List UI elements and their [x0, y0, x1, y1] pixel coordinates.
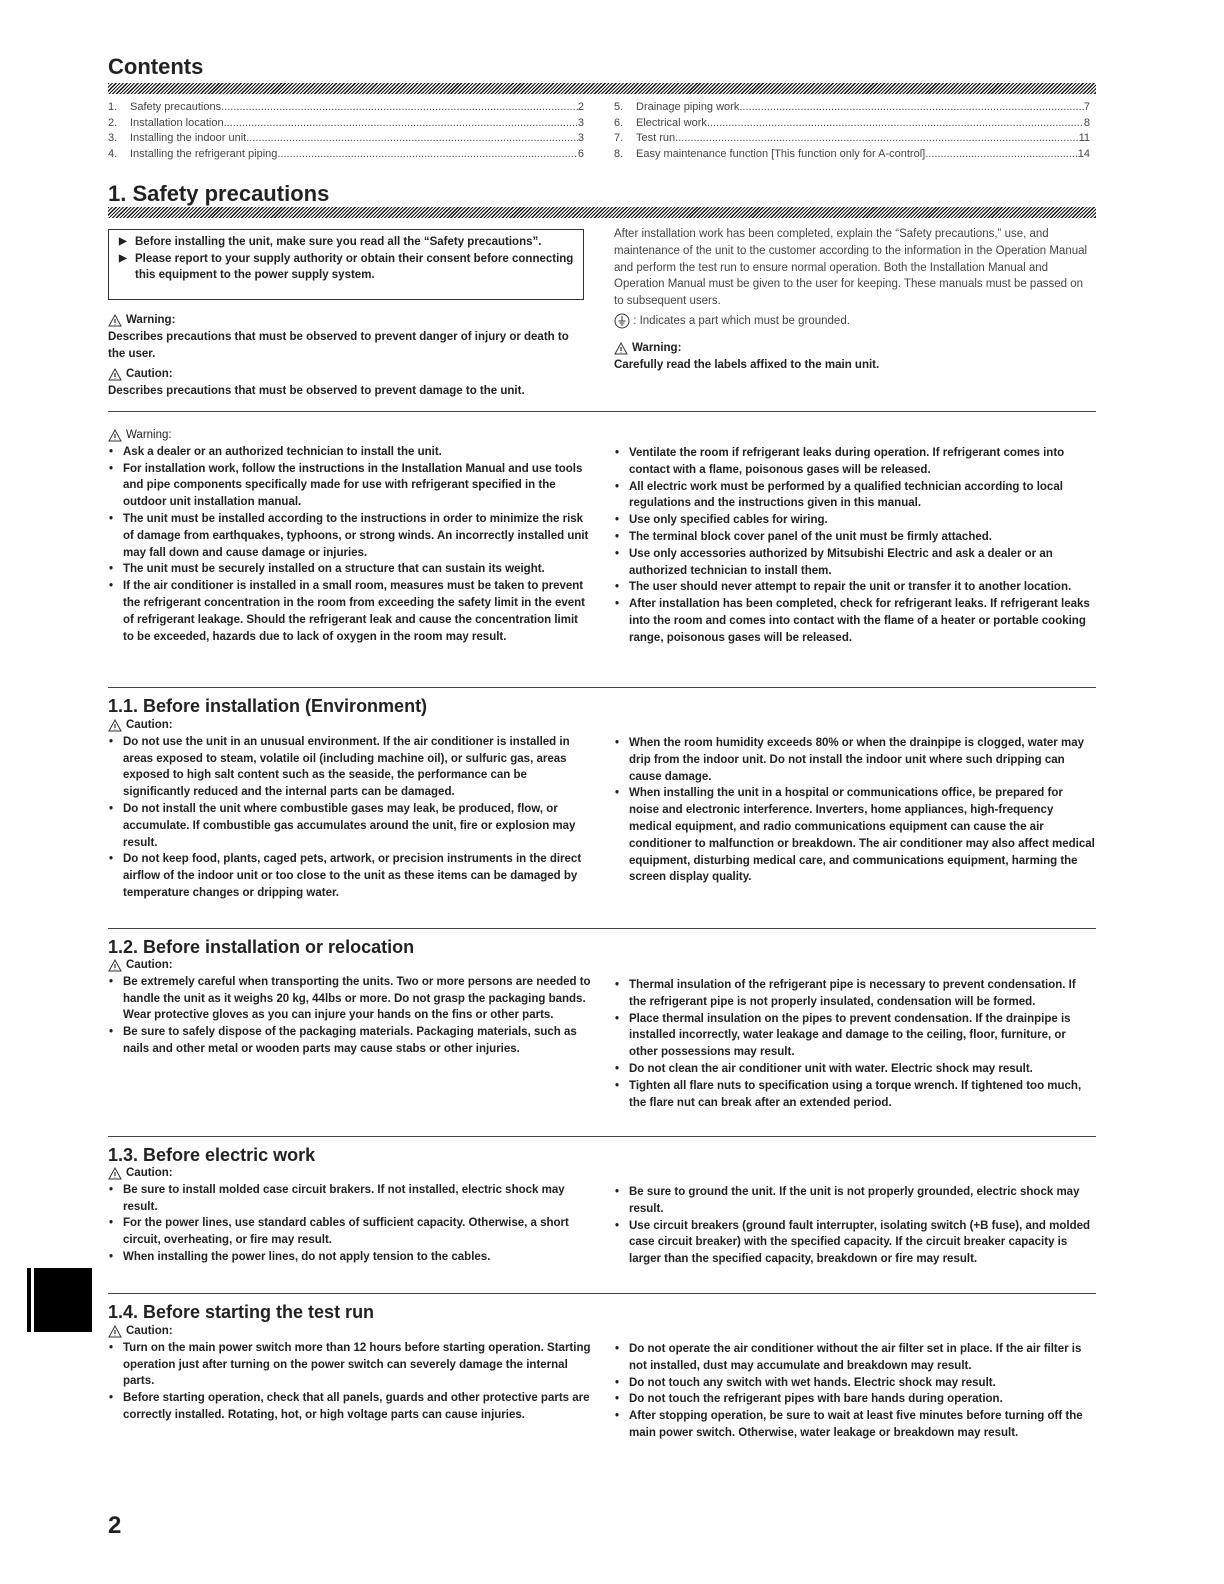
list-item: • Use only specified cables for wiring. — [614, 512, 1096, 529]
notice-box: ▶ Before installing the unit, make sure you read all the “Safety precautions”. ▶ Please report to your supply authority or obtain their consent before connecting this equipment to the power supply system. — [108, 229, 584, 300]
warning-label: Warning: — [614, 340, 1090, 357]
toc-item[interactable]: 5. Drainage piping work ..... 7 — [614, 100, 1090, 116]
caution-label: Caution: — [108, 1165, 592, 1182]
warning-triangle-icon — [108, 959, 122, 972]
list-item: • The unit must be installed according to the instructions in order to minimize the risk of damage from earthquakes, typhoons, or strong winds. An incorrectly installed unit may fall down and cause damage or injuries. — [108, 511, 592, 561]
safety-legend-right — [614, 226, 1090, 373]
list-item: • Do not install the unit where combustible gases may leak, be produced, flow, or accumulate. If combustible gas accumulates around the unit, fire or explosion may result. — [108, 801, 592, 851]
list-item: • The unit must be securely installed on a structure that can sustain its weight. — [108, 561, 592, 578]
caution-label: Caution: — [108, 717, 592, 734]
list-item: • Do not touch any switch with wet hands. Electric shock may result. — [614, 1375, 1096, 1392]
list-item: • Ventilate the room if refrigerant leaks during operation. If refrigerant comes into contact with a flame, poisonous gases will be released. — [614, 445, 1096, 479]
toc-item[interactable]: 7. Test run ..... 11 — [614, 131, 1090, 147]
section-rule — [108, 1293, 1096, 1294]
caution-label: Caution: — [108, 366, 588, 383]
toc-item[interactable]: 8. Easy maintenance function [This function only for A-control] ..... 14 — [614, 147, 1090, 163]
warning-label: Warning: — [108, 427, 592, 444]
warnings-list-left — [108, 444, 592, 646]
list-item: • Use circuit breakers (ground fault interrupter, isolating switch (+B fuse), and molded case circuit breaker) with the specified capacity. If the circuit breaker capacity is larger than the specified capacity, breakdown or fire may result. — [614, 1218, 1096, 1268]
section-title-1-3: 1.3. Before electric work — [108, 1145, 316, 1165]
contents-divider — [108, 83, 1096, 94]
list-item: • Thermal insulation of the refrigerant pipe is necessary to prevent condensation. If the refrigerant pipe is not properly insulated, condensation will be formed. — [614, 977, 1096, 1011]
list-item: • When the room humidity exceeds 80% or when the drainpipe is clogged, water may drip from the indoor unit. Do not install the indoor unit where such dripping can cause damage. — [614, 735, 1096, 785]
list-item: • Be sure to safely dispose of the packaging materials. Packaging materials, such as nails and other metal or wooden parts may cause stabs or other injuries. — [108, 1024, 592, 1058]
s14-list-right — [614, 1341, 1096, 1442]
toc-item[interactable]: 2. Installation location ..... 3 — [108, 116, 584, 132]
toc-item[interactable]: 4. Installing the refrigerant piping ..... 6 — [108, 147, 584, 163]
list-item: • The user should never attempt to repair the unit or transfer it to another location. — [614, 579, 1096, 596]
warning-triangle-icon — [108, 368, 122, 381]
list-item: • Do not touch the refrigerant pipes with bare hands during operation. — [614, 1391, 1096, 1408]
s14-left — [108, 1323, 592, 1424]
list-item: • Do not use the unit in an unusual environment. If the air conditioner is installed in areas exposed to steam, volatile oil (including machine oil), or sulfuric gas, areas exposed to high salt content such as the seaside, the performance can be significantly reduced and the internal parts can be damaged. — [108, 734, 592, 801]
intro-paragraph: After installation work has been completed, explain the “Safety precautions,” use, and maintenance of the unit to the customer according to the information in the Operation Manual and perform the test run to ensure normal operation. Both the Installation Manual and Operation Manual must be given to the user for keeping. These manuals must be passed on to subsequent users. — [614, 228, 1088, 308]
s14-right — [614, 1341, 1096, 1442]
list-item: • Ask a dealer or an authorized technician to install the unit. — [108, 444, 592, 461]
list-item: • If the air conditioner is installed in a small room, measures must be taken to prevent the refrigerant concentration in the room from exceeding the safety limit in the event of refrigerant leakage. Should the refrigerant leak and cause the concentration limit to be exceeded, hazards due to lack of oxygen in the room may result. — [108, 578, 592, 645]
section-title-1-1: 1.1. Before installation (Environment) — [108, 696, 428, 716]
list-item: • Be sure to ground the unit. If the unit is not properly grounded, electric shock may result. — [614, 1184, 1096, 1218]
section-tab-edge — [27, 1268, 34, 1332]
safety-legend-left — [108, 312, 588, 400]
caution-label: Caution: — [108, 957, 592, 974]
s11-right — [614, 735, 1096, 886]
ground-note: : Indicates a part which must be grounded. — [614, 313, 1090, 330]
warning-triangle-icon — [108, 719, 122, 732]
list-item: • Place thermal insulation on the pipes to prevent condensation. If the drainpipe is installed incorrectly, water leakage and damage to the ceiling, floor, furniture, or other possessions may result. — [614, 1011, 1096, 1061]
s12-list-left — [108, 974, 592, 1058]
list-item: • When installing the unit in a hospital or communications office, be prepared for noise and electronic interference. Inverters, home appliances, high-frequency medical equipment, and radio communications equipment can cause the air conditioner to malfunction or breakdown. The air conditioner may also affect medical equipment, disturbing medical care, and communications equipment, harming the screen display quality. — [614, 785, 1096, 886]
s13-list-left — [108, 1182, 592, 1266]
list-item: • When installing the power lines, do not apply tension to the cables. — [108, 1249, 592, 1266]
warning-triangle-icon — [614, 342, 628, 355]
toc-right — [614, 100, 1090, 162]
warnings-left — [108, 427, 592, 645]
list-item: • After installation has been completed, check for refrigerant leaks. If refrigerant leaks into the room and comes into contact with the flame of a heater or portable cooking range, poisonous gases will be released. — [614, 596, 1096, 646]
s11-list-left — [108, 734, 592, 902]
section-rule — [108, 928, 1096, 929]
warning-triangle-icon — [108, 1167, 122, 1180]
list-item: • Use only accessories authorized by Mitsubishi Electric and ask a dealer or an authorized technician to install them. — [614, 546, 1096, 580]
list-item: • For the power lines, use standard cables of sufficient capacity. Otherwise, a short circuit, overheating, or fire may result. — [108, 1215, 592, 1249]
warning-triangle-icon — [108, 429, 122, 442]
warning-description: Describes precautions that must be observed to prevent danger of injury or death to the user. — [108, 330, 569, 360]
s12-list-right — [614, 977, 1096, 1111]
triangle-right-icon: ▶ — [119, 236, 127, 247]
section-title-1-4: 1.4. Before starting the test run — [108, 1302, 375, 1322]
toc-item[interactable]: 3. Installing the indoor unit ..... 3 — [108, 131, 584, 147]
caution-label: Caution: — [108, 1323, 592, 1340]
s12-right — [614, 977, 1096, 1111]
list-item: • Before starting operation, check that all panels, guards and other protective parts are correctly installed. Rotating, hot, or high voltage parts can cause injuries. — [108, 1390, 592, 1424]
list-item: • All electric work must be performed by a qualified technician according to local regulations and the instructions given in this manual. — [614, 479, 1096, 513]
section-rule — [108, 1136, 1096, 1137]
safety-divider — [108, 207, 1096, 218]
triangle-right-icon: ▶ — [119, 252, 127, 264]
warnings-list-right — [614, 445, 1096, 647]
list-item: • Do not keep food, plants, caged pets, artwork, or precision instruments in the direct airflow of the indoor unit or too close to the unit as these items can be damaged by temperature changes or dripping water. — [108, 851, 592, 901]
list-item: • Do not operate the air conditioner without the air filter set in place. If the air filter is not installed, dust may accumulate and breakdown may result. — [614, 1341, 1096, 1375]
warning-triangle-icon — [108, 1325, 122, 1338]
labels-warning-text: Carefully read the labels affixed to the main unit. — [614, 358, 880, 371]
section-tab-marker — [27, 1268, 92, 1332]
s13-list-right — [614, 1184, 1096, 1268]
section-title-1-2: 1.2. Before installation or relocation — [108, 937, 415, 957]
warnings-right — [614, 445, 1096, 647]
section-rule — [108, 687, 1096, 688]
s12-left — [108, 957, 592, 1058]
list-item: • Be sure to install molded case circuit brakers. If not installed, electric shock may result. — [108, 1182, 592, 1216]
list-item: • After stopping operation, be sure to wait at least five minutes before turning off the main power switch. Otherwise, water leakage or breakdown may result. — [614, 1408, 1096, 1442]
contents-title: Contents — [108, 54, 204, 79]
warning-label: Warning: — [108, 312, 588, 329]
list-item: • Be extremely careful when transporting the units. Two or more persons are needed to handle the unit as it weighs 20 kg, 44lbs or more. Do not grasp the packaging bands. Wear protective gloves as you can injure your hands on the fins or other parts. — [108, 974, 592, 1024]
section-rule — [108, 411, 1096, 412]
s11-list-right — [614, 735, 1096, 886]
toc-left — [108, 100, 584, 162]
safety-title: 1. Safety precautions — [108, 181, 330, 206]
toc-item[interactable]: 1. Safety precautions ..... 2 — [108, 100, 584, 116]
list-item: • Do not clean the air conditioner unit with water. Electric shock may result. — [614, 1061, 1096, 1078]
page-number: 2 — [108, 1512, 122, 1539]
list-item: • For installation work, follow the instructions in the Installation Manual and use tools and pipe components specifically made for use with refrigerant specified in the outdoor unit installation manual. — [108, 461, 592, 511]
toc-item[interactable]: 6. Electrical work ..... 8 — [614, 116, 1090, 132]
caution-description: Describes precautions that must be observed to prevent damage to the unit. — [108, 385, 525, 398]
s11-left — [108, 717, 592, 902]
s14-list-left — [108, 1340, 592, 1424]
warning-triangle-icon — [108, 314, 122, 327]
ground-icon — [614, 313, 630, 329]
s13-left — [108, 1165, 592, 1266]
list-item: • Turn on the main power switch more than 12 hours before starting operation. Starting operation just after turning on the power switch can severely damage the internal parts. — [108, 1340, 592, 1390]
list-item: • Tighten all flare nuts to specification using a torque wrench. If tightened too much, the flare nut can break after an extended period. — [614, 1078, 1096, 1112]
s13-right — [614, 1184, 1096, 1268]
list-item: • The terminal block cover panel of the unit must be firmly attached. — [614, 529, 1096, 546]
